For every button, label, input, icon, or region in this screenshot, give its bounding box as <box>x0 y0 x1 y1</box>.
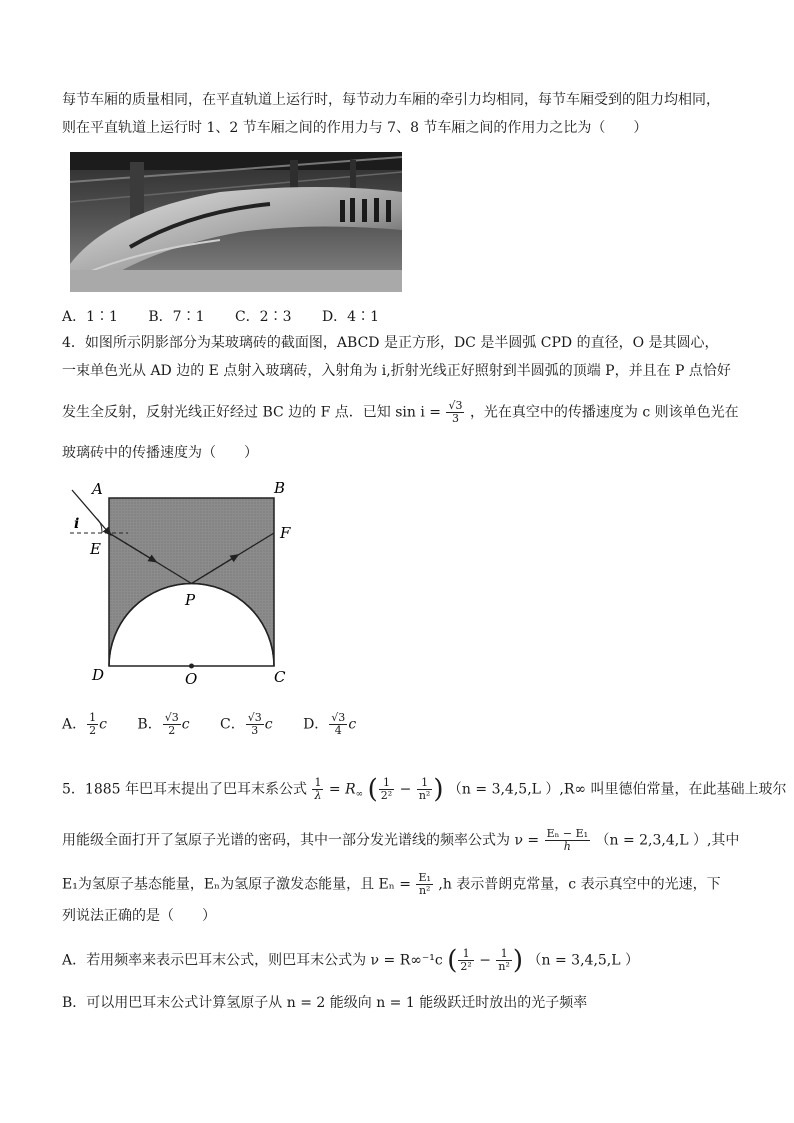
q4-option-b-label: B． <box>137 716 162 733</box>
q5-option-a[interactable]: A．若用频率来表示巴耳末公式，则巴耳末公式为 ν = R∞⁻¹c ( $\frac{1}{\text{2²}}$ − $\frac{1}{\text{n²}}$ ) （n = 3,4,5,L ） <box>62 945 639 976</box>
q5-text-line1: 5．1885 年巴耳末提出了巴耳末系公式 $\frac{1}{\lambda}$ = $R_\infty$ ( $\frac{1}{\text{2²}}$ − $\frac{1}{\text{n²}}$ ) （n = 3,4,5,L ）,R∞ 叫里德伯常量，在此基础上玻尔 <box>62 774 787 805</box>
label-a: A <box>92 480 103 498</box>
incidence-angle-arc <box>96 518 102 533</box>
q5-line2-b: （n = 2,3,4,L ）,其中 <box>595 832 740 849</box>
energy-numerator: E₁ <box>418 871 431 884</box>
balmer-lhs-fraction: $\frac{1}{\lambda}$ <box>314 776 322 802</box>
q4-options <box>62 712 382 737</box>
q3-option-b[interactable]: B．7∶1 <box>148 309 205 325</box>
q4-line3-a: 发生全反射，反射光线正好经过 BC 边的 F 点．已知 sin i = <box>62 404 442 421</box>
label-d: D <box>92 666 105 684</box>
q5-option-a-text: A．若用频率来表示巴耳末公式，则巴耳末公式为 ν = R∞⁻¹c <box>62 952 443 969</box>
q5-line2-a: 用能级全面打开了氢原子光谱的密码，其中一部分发光谱线的频率公式为 ν = <box>62 832 540 849</box>
q4-option-b-tail: c <box>181 716 190 733</box>
glass-brick-diagram <box>62 478 302 688</box>
energy-fraction <box>416 872 432 897</box>
q4-option-a[interactable] <box>62 712 107 737</box>
q5-line1-b: （n = 3,4,5,L ）,R∞ 叫里德伯常量，在此基础上玻尔 <box>447 781 787 798</box>
q3-option-d[interactable]: D．4∶1 <box>321 309 379 325</box>
q4-option-d-den: 4 <box>334 724 342 737</box>
q4-option-d-label: D． <box>303 716 329 733</box>
shaded-glass-region <box>109 498 274 666</box>
energy-denominator: n² <box>418 884 431 897</box>
q3-option-c[interactable]: C．2∶3 <box>234 309 292 325</box>
q4-option-a-den: 2 <box>89 724 97 737</box>
frequency-fraction <box>545 828 590 853</box>
q5-text-line2 <box>62 828 739 853</box>
q4-option-c[interactable] <box>220 712 273 737</box>
q4-option-c-num: √3 <box>247 711 262 724</box>
q4-option-a-num: 1 <box>89 711 97 724</box>
q4-option-c-label: C． <box>220 716 245 733</box>
q5-text-line3 <box>62 872 721 897</box>
q3-text-line2: 则在平直轨道上运行时 1、2 节车厢之间的作用力与 7、8 节车厢之间的作用力之比为（ ） <box>62 120 648 136</box>
q4-option-c-tail: c <box>264 716 273 733</box>
q4-option-c-den: 3 <box>251 724 259 737</box>
frequency-numerator: Eₙ − E₁ <box>546 827 589 840</box>
q5-text-line4: 列说法正确的是（ ） <box>62 908 216 924</box>
q4-option-b-den: 2 <box>168 724 176 737</box>
sin-i-denominator: 3 <box>451 412 459 425</box>
label-i: i <box>74 516 80 532</box>
label-p: P <box>185 591 196 609</box>
label-c: C <box>274 668 286 686</box>
label-e: E <box>90 540 101 558</box>
frequency-denominator: h <box>563 840 571 853</box>
q5-line3-a: E₁为氢原子基态能量，Eₙ为氢原子激发态能量，且 Eₙ = <box>62 876 412 893</box>
q4-text-line1: 4．如图所示阴影部分为某玻璃砖的截面图，ABCD 是正方形，DC 是半圆弧 CPD 的直径，O 是其圆心， <box>62 335 719 351</box>
q4-option-d-num: √3 <box>331 711 346 724</box>
q4-option-a-label: A． <box>62 716 87 733</box>
q4-option-d-tail: c <box>348 716 357 733</box>
q4-text-line3 <box>62 400 739 425</box>
sin-i-fraction <box>446 400 464 425</box>
q5-line1-a: 5．1885 年巴耳末提出了巴耳末系公式 <box>62 781 307 798</box>
q4-option-b[interactable] <box>137 712 189 737</box>
label-f: F <box>280 524 291 542</box>
label-o: O <box>185 670 198 688</box>
q5-option-a-range: （n = 3,4,5,L ） <box>527 952 639 969</box>
label-b: B <box>274 479 286 497</box>
q3-option-a[interactable]: A．1∶1 <box>62 309 118 325</box>
q4-option-b-num: √3 <box>164 711 179 724</box>
center-o-dot <box>189 664 194 669</box>
q5-option-b[interactable]: B．可以用巴耳末公式计算氢原子从 n = 2 能级向 n = 1 能级跃迁时放出的光子频率 <box>62 995 588 1011</box>
sin-i-numerator: √3 <box>448 399 463 412</box>
q3-options <box>62 307 405 327</box>
q3-text-line1: 每节车厢的质量相同，在平直轨道上运行时，每节动力车厢的牵引力均相同，每节车厢受到的阻力均相同， <box>62 92 720 108</box>
q4-option-a-tail: c <box>99 716 107 733</box>
q5-line3-b: ,h 表示普朗克常量，c 表示真空中的光速，下 <box>438 876 721 893</box>
q4-text-line2: 一束单色光从 AD 边的 E 点射入玻璃砖，入射角为 i,折射光线正好照射到半圆弧的顶端 P，并且在 P 点恰好 <box>62 363 731 379</box>
q4-line3-b: ，光在真空中的传播速度为 c 则该单色光在 <box>469 404 739 421</box>
q4-option-d[interactable] <box>303 712 356 737</box>
train-photo <box>70 152 402 292</box>
q4-text-line4: 玻璃砖中的传播速度为（ ） <box>62 445 258 461</box>
